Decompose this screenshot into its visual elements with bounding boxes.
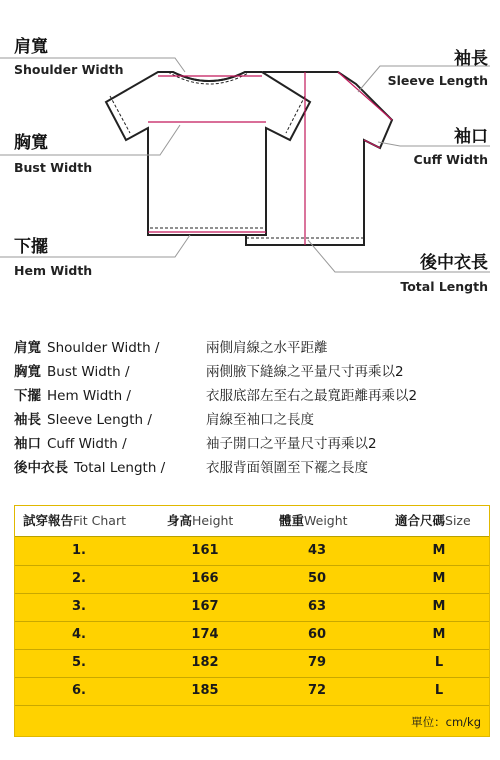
table-row — [15, 593, 489, 622]
label-cuff-zh: 袖口 — [454, 127, 488, 147]
label-bust-zh: 胸寬 — [14, 133, 48, 153]
cell-weight: 43 — [307, 543, 327, 558]
label-total-zh: 後中衣長 — [420, 253, 488, 273]
label-hem-zh: 下擺 — [14, 237, 48, 257]
label-hem-en: Hem Width — [14, 263, 93, 278]
cell-size: M — [432, 627, 446, 642]
label-shoulder-zh: 肩寬 — [14, 37, 48, 57]
definition-en: Bust Width / — [47, 364, 130, 380]
definition-en: Total Length / — [74, 460, 166, 476]
label-sleeve-en: Sleeve Length — [387, 73, 488, 88]
definition-row — [14, 336, 494, 360]
definition-en: Shoulder Width / — [47, 340, 160, 356]
header-size: 適合尺碼Size — [395, 513, 471, 528]
fit-chart-table — [14, 505, 490, 737]
label-shoulder-en: Shoulder Width — [14, 62, 124, 77]
measurement-definitions — [14, 336, 494, 480]
cell-index: 5. — [72, 655, 86, 670]
label-sleeve-zh: 袖長 — [454, 49, 488, 69]
definition-row — [14, 408, 494, 432]
cell-weight: 50 — [307, 571, 327, 586]
cell-size: L — [434, 683, 444, 698]
table-row — [15, 565, 489, 594]
definition-zh: 袖口 — [14, 436, 41, 452]
cell-weight: 63 — [307, 599, 327, 614]
header-height: 身高Height — [167, 513, 234, 528]
unit-note: 單位：cm/kg — [411, 715, 481, 729]
cell-size: M — [432, 571, 446, 586]
cell-weight: 60 — [307, 627, 327, 642]
table-row — [15, 649, 489, 678]
cell-height: 174 — [191, 627, 219, 642]
cell-height: 166 — [191, 571, 219, 586]
definition-desc: 兩側肩線之水平距離 — [206, 340, 328, 356]
cell-height: 185 — [191, 683, 219, 698]
cell-index: 2. — [72, 571, 86, 586]
measurement-diagram — [0, 0, 500, 310]
definition-en: Cuff Width / — [47, 436, 127, 452]
definition-zh: 肩寬 — [14, 340, 41, 356]
header-fit-chart: 試穿報告Fit Chart — [23, 513, 126, 528]
fit-chart-header — [15, 506, 489, 537]
label-bust-en: Bust Width — [14, 160, 93, 175]
cell-height: 182 — [191, 655, 219, 670]
table-row — [15, 621, 489, 650]
cell-index: 1. — [72, 543, 86, 558]
definition-desc: 肩線至袖口之長度 — [206, 412, 314, 428]
label-total-en: Total Length — [400, 279, 488, 294]
definition-desc: 衣服底部左至右之最寬距離再乘以2 — [206, 388, 418, 404]
cell-height: 161 — [191, 543, 219, 558]
definition-en: Hem Width / — [47, 388, 131, 404]
definition-zh: 袖長 — [14, 412, 41, 428]
definition-row — [14, 432, 494, 456]
definition-desc: 兩側腋下縫線之平量尺寸再乘以2 — [206, 364, 404, 380]
table-row — [15, 537, 489, 566]
cell-height: 167 — [191, 599, 219, 614]
definition-en: Sleeve Length / — [47, 412, 152, 428]
definition-row — [14, 384, 494, 408]
cell-index: 4. — [72, 627, 86, 642]
definition-zh: 下擺 — [14, 388, 41, 404]
cell-index: 3. — [72, 599, 86, 614]
cell-size: L — [434, 655, 444, 670]
cell-weight: 72 — [307, 683, 327, 698]
header-weight: 體重Weight — [279, 513, 348, 528]
table-row — [15, 677, 489, 706]
definition-desc: 衣服背面領圍至下襬之長度 — [206, 460, 368, 476]
cell-size: M — [432, 543, 446, 558]
cell-weight: 79 — [307, 655, 327, 670]
cell-size: M — [432, 599, 446, 614]
definition-zh: 胸寬 — [14, 364, 41, 380]
definition-desc: 袖子開口之平量尺寸再乘以2 — [206, 436, 377, 452]
label-cuff-en: Cuff Width — [413, 152, 488, 167]
definition-zh: 後中衣長 — [14, 460, 68, 476]
definition-row — [14, 456, 494, 480]
cell-index: 6. — [72, 683, 86, 698]
definition-row — [14, 360, 494, 384]
